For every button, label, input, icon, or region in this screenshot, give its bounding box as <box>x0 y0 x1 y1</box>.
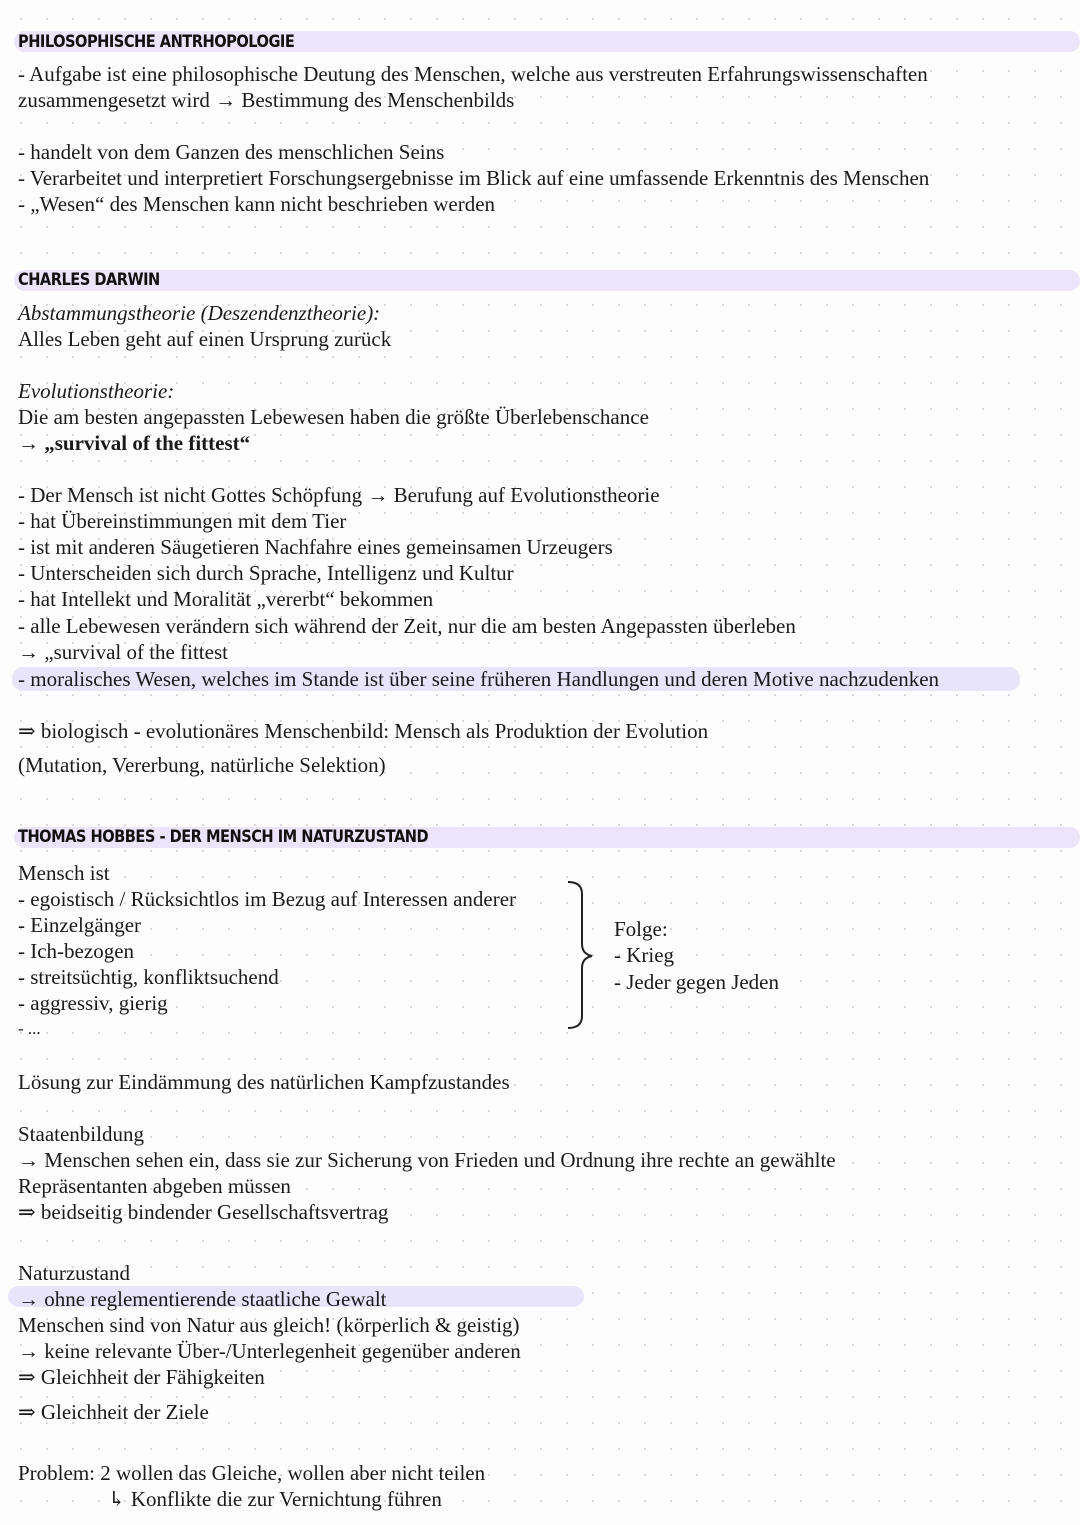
text-line: Mensch ist <box>18 861 110 885</box>
trait-item: - aggressiv, gierig <box>18 991 168 1015</box>
staaten-title: Staatenbildung <box>18 1122 144 1146</box>
text-line: ⇒ Gleichheit der Ziele <box>18 1400 209 1424</box>
arrow: → <box>18 431 45 455</box>
curly-brace-icon <box>564 880 594 1030</box>
text-line: Alles Leben geht auf einen Ursprung zurück <box>18 327 392 351</box>
folge-title: Folge: <box>614 917 668 941</box>
section-heading-anthropologie: PHILOSOPHISCHE ANTRHOPOLOGIE <box>18 32 295 52</box>
survival-bold: „survival of the fittest“ <box>44 431 251 455</box>
bullet: - ist mit anderen Säugetieren Nachfahre eines gemeinsamen Urzeugers <box>18 535 613 559</box>
conclusion-line: ⇒ biologisch - evolutionäres Menschenbild: Mensch als Produktion der Evolution <box>18 719 709 743</box>
section-heading-darwin: CHARLES DARWIN <box>18 270 160 290</box>
text-line: → keine relevante Über-/Unterlegenheit gegenüber anderen <box>18 1339 521 1363</box>
heading-highlight <box>14 270 1080 291</box>
text-line: ⇒ beidseitig bindender Gesellschaftsvertrag <box>18 1200 389 1224</box>
bullet-highlighted: - moralisches Wesen, welches im Stande ist über seine früheren Handlungen und deren Motive nachzudenken <box>18 667 940 691</box>
problem-line: Problem: 2 wollen das Gleiche, wollen aber nicht teilen <box>18 1461 486 1485</box>
text-line: - Verarbeitet und interpretiert Forschungsergebnisse im Blick auf eine umfassende Erkenntnis des Menschen <box>18 166 930 190</box>
text-line-highlighted: → ohne reglementierende staatliche Gewalt <box>18 1287 387 1311</box>
bullet: - hat Intellekt und Moralität „vererbt“ bekommen <box>18 587 434 611</box>
bullet: - alle Lebewesen verändern sich während der Zeit, nur die am besten Angepassten überleben <box>18 614 796 638</box>
folge-item: - Krieg <box>614 943 675 967</box>
text-line: Repräsentanten abgeben müssen <box>18 1174 291 1198</box>
problem-consequence: ↳ Konflikte die zur Vernichtung führen <box>108 1487 442 1511</box>
trait-item: - ... <box>18 1019 41 1038</box>
trait-item: - Ich-bezogen <box>18 939 135 963</box>
folge-item: - Jeder gegen Jeden <box>614 970 780 994</box>
bullet: - Unterscheiden sich durch Sprache, Intelligenz und Kultur <box>18 561 514 585</box>
text-line: Menschen sind von Natur aus gleich! (körperlich & geistig) <box>18 1313 520 1337</box>
trait-item: - Einzelgänger <box>18 913 142 937</box>
text-line: - „Wesen“ des Menschen kann nicht beschrieben werden <box>18 192 496 216</box>
bullet: - hat Übereinstimmungen mit dem Tier <box>18 509 347 533</box>
natur-title: Naturzustand <box>18 1261 130 1285</box>
text-line: - Aufgabe ist eine philosophische Deutung des Menschen, welche aus verstreuten Erfahrungswissenschaften <box>18 62 928 86</box>
text-line: → Menschen sehen ein, dass sie zur Sicherung von Frieden und Ordnung ihre rechte an gewählte <box>18 1148 836 1172</box>
text-line: zusammengesetzt wird → Bestimmung des Menschenbilds <box>18 88 515 112</box>
bullet: → „survival of the fittest <box>18 640 228 664</box>
section-heading-hobbes: THOMAS HOBBES - DER MENSCH IM NATURZUSTAND <box>18 827 429 847</box>
text-line: - handelt von dem Ganzen des menschlichen Seins <box>18 140 445 164</box>
text-line: Lösung zur Eindämmung des natürlichen Kampfzustandes <box>18 1070 510 1094</box>
survival-line <box>18 430 250 456</box>
trait-item: - egoistisch / Rücksichtlos im Bezug auf Interessen anderer <box>18 887 517 911</box>
abstammung-title: Abstammungstheorie (Deszendenztheorie): <box>18 301 381 325</box>
evolution-title: Evolutionstheorie: <box>18 379 175 403</box>
text-line: Die am besten angepassten Lebewesen haben die größte Überlebenschance <box>18 405 649 429</box>
bullet: - Der Mensch ist nicht Gottes Schöpfung → Berufung auf Evolutionstheorie <box>18 483 660 507</box>
text-line: ⇒ Gleichheit der Fähigkeiten <box>18 1365 265 1389</box>
trait-item: - streitsüchtig, konfliktsuchend <box>18 965 279 989</box>
conclusion-line: (Mutation, Vererbung, natürliche Selektion) <box>18 753 386 777</box>
